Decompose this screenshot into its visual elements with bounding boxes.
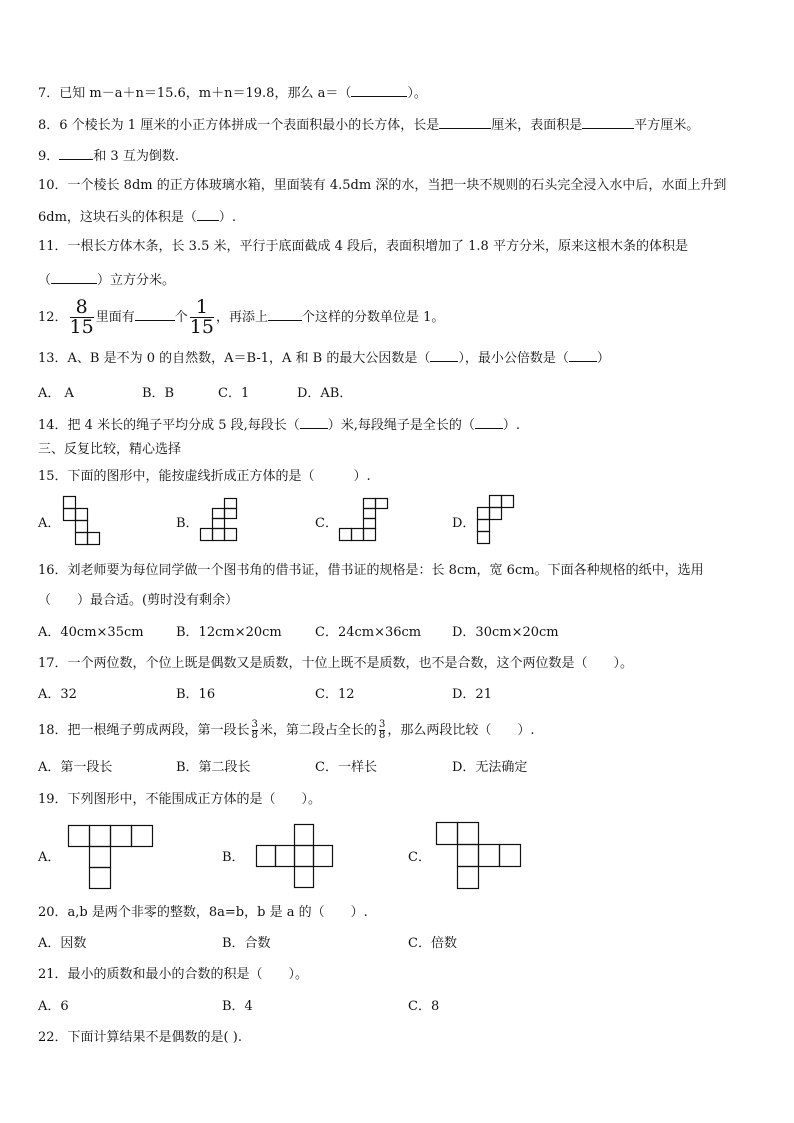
q11-open: （ (38, 273, 52, 288)
answer-blank[interactable] (439, 116, 491, 129)
question-16-line2: （ ）最合适。(剪时没有剩余） (38, 593, 239, 608)
denominator: 8 (251, 730, 258, 741)
fraction-1-15 (190, 298, 214, 337)
q20-option-b[interactable]: B．合数 (222, 936, 271, 951)
q12-part4: 个这样的分数单位是 1。 (301, 310, 445, 325)
q13-part3: ） (596, 351, 610, 366)
fraction-8-15 (70, 298, 94, 337)
question-14 (38, 416, 520, 434)
answer-blank[interactable] (135, 308, 175, 321)
q9-part2: 和 3 互为倒数. (93, 149, 179, 164)
denominator: 15 (69, 316, 94, 338)
q17-option-d[interactable]: D．21 (452, 687, 492, 702)
question-8 (38, 116, 699, 134)
answer-blank[interactable] (59, 147, 93, 160)
question-12 (38, 298, 444, 338)
answer-blank[interactable] (430, 349, 458, 362)
q17-option-b[interactable]: B．16 (176, 687, 216, 702)
q20-option-c[interactable]: C．倍数 (408, 936, 457, 951)
answer-blank[interactable] (351, 84, 407, 97)
net-figure-b (200, 498, 244, 544)
q20-option-a[interactable]: A．因数 (38, 936, 87, 951)
q15-option-d[interactable]: D． (452, 516, 476, 531)
question-11-line2 (38, 271, 175, 289)
q18-option-c[interactable]: C．一样长 (315, 760, 377, 775)
q16-option-a[interactable]: A．40cm×35cm (38, 625, 144, 640)
net-figure-19b (256, 824, 336, 888)
question-17: 17．一个两位数，个位上既是偶数又是质数，十位上既不是质数，也不是合数，这个两位数是（ ）。 (38, 656, 634, 671)
fraction-3-8 (379, 720, 385, 741)
net-figure-a (63, 496, 103, 550)
question-11-line1: 11．一根长方体木条，长 3.5 米，平行于底面截成 4 段后，表面积增加了 1.8 平方分米，原来这根木条的体积是 (38, 239, 688, 254)
q8-part1: 8．6 个棱长为 1 厘米的小正方体拼成一个表面积最小的长方体，长是 (38, 118, 440, 133)
q16-option-b[interactable]: B．12cm×20cm (176, 625, 282, 640)
q13-option-a[interactable]: A． A (38, 386, 74, 401)
q18-part2: 米，第二段占全长的 (259, 723, 377, 738)
q16-option-d[interactable]: D．30cm×20cm (452, 625, 559, 640)
question-21: 21．最小的质数和最小的合数的积是（ ）。 (38, 967, 309, 982)
question-13 (38, 349, 610, 367)
q13-option-c[interactable]: C．1 (218, 386, 250, 401)
q13-option-b[interactable]: B．B (142, 386, 175, 401)
question-15: 15．下面的图形中，能按虚线折成正方体的是（ ）. (38, 469, 371, 484)
net-figure-c (339, 498, 391, 544)
numerator: 8 (75, 296, 88, 318)
question-7 (38, 84, 427, 102)
answer-blank[interactable] (197, 208, 219, 221)
q18-option-a[interactable]: A．第一段长 (38, 760, 113, 775)
q15-option-c[interactable]: C． (315, 516, 338, 531)
q12-part3: ，再添上 (215, 310, 268, 325)
question-18 (38, 716, 534, 746)
q16-option-c[interactable]: C．24cm×36cm (315, 625, 422, 640)
numerator: 3 (251, 719, 258, 730)
q18-option-d[interactable]: D．无法确定 (452, 760, 528, 775)
q14-part1: 14．把 4 米长的绳子平均分成 5 段,每段长（ (38, 418, 300, 433)
q12-part2: 个 (174, 310, 188, 325)
q21-option-b[interactable]: B．4 (222, 999, 253, 1014)
q15-option-a[interactable]: A． (38, 516, 61, 531)
q9-part1: 9． (38, 149, 60, 164)
answer-blank[interactable] (569, 349, 597, 362)
answer-blank[interactable] (268, 308, 302, 321)
q14-part3: ）. (502, 418, 521, 433)
q7-tail: ）。 (407, 86, 427, 101)
question-9 (38, 147, 179, 165)
q10-tail: ）. (218, 210, 237, 225)
q10-text: 6dm，这块石头的体积是（ (38, 210, 197, 225)
numerator: 1 (195, 296, 208, 318)
q14-part2: ）米,每段绳子是全长的（ (327, 418, 475, 433)
net-figure-d (477, 495, 521, 549)
q19-option-c[interactable]: C． (408, 850, 431, 865)
question-10-line2 (38, 208, 236, 226)
answer-blank[interactable] (582, 116, 634, 129)
denominator: 8 (378, 730, 386, 741)
net-figure-19a (68, 825, 154, 891)
q13-option-d[interactable]: D．AB． (297, 386, 353, 401)
q18-option-b[interactable]: B．第二段长 (176, 760, 251, 775)
answer-blank[interactable] (51, 271, 97, 284)
q17-option-a[interactable]: A．32 (38, 687, 77, 702)
q17-option-c[interactable]: C．12 (315, 687, 355, 702)
q7-text: 7．已知 m－a＋n＝15.6，m＋n＝19.8，那么 a＝（ (38, 86, 352, 101)
q13-part2: ），最小公倍数是（ (458, 351, 569, 366)
q18-part3: ，那么两段比较（ ）. (387, 723, 535, 738)
question-22: 22．下面计算结果不是偶数的是( ). (38, 1030, 242, 1045)
fraction-3-8 (252, 720, 258, 741)
q12-part1: 里面有 (95, 310, 135, 325)
q18-part1: 18．把一根绳子剪成两段，第一段长 (38, 723, 250, 738)
question-19: 19．下列图形中，不能围成正方体的是（ ）。 (38, 792, 322, 807)
q19-option-a[interactable]: A． (38, 850, 61, 865)
q8-part2: 厘米，表面积是 (491, 118, 583, 133)
q21-option-c[interactable]: C．8 (408, 999, 440, 1014)
q21-option-a[interactable]: A．6 (38, 999, 69, 1014)
answer-blank[interactable] (300, 416, 328, 429)
q11-tail: ）立方分米。 (97, 273, 176, 288)
section-heading: 三、反复比较，精心选择 (38, 442, 182, 457)
q15-option-b[interactable]: B． (176, 516, 199, 531)
q8-part3: 平方厘米。 (634, 118, 700, 133)
denominator: 15 (189, 316, 214, 338)
question-16-line1: 16．刘老师要为每位同学做一个图书角的借书证，借书证的规格是：长 8cm，宽 6cm。下面各种规格的纸中，选用 (38, 563, 704, 578)
answer-blank[interactable] (475, 416, 503, 429)
q19-option-b[interactable]: B． (222, 850, 245, 865)
numerator: 3 (378, 719, 386, 730)
q13-part1: 13．A、B 是不为 0 的自然数，A＝B-1，A 和 B 的最大公因数是（ (38, 351, 431, 366)
q12-number: 12． (38, 310, 68, 325)
question-10-line1: 10．一个棱长 8dm 的正方体玻璃水箱，里面装有 4.5dm 深的水，当把一块不规则的石头完全浸入水中后，水面上升到 (38, 178, 727, 193)
net-figure-19c (436, 822, 522, 890)
question-20: 20．a,b 是两个非零的整数，8a=b，b 是 a 的（ ）. (38, 905, 368, 920)
